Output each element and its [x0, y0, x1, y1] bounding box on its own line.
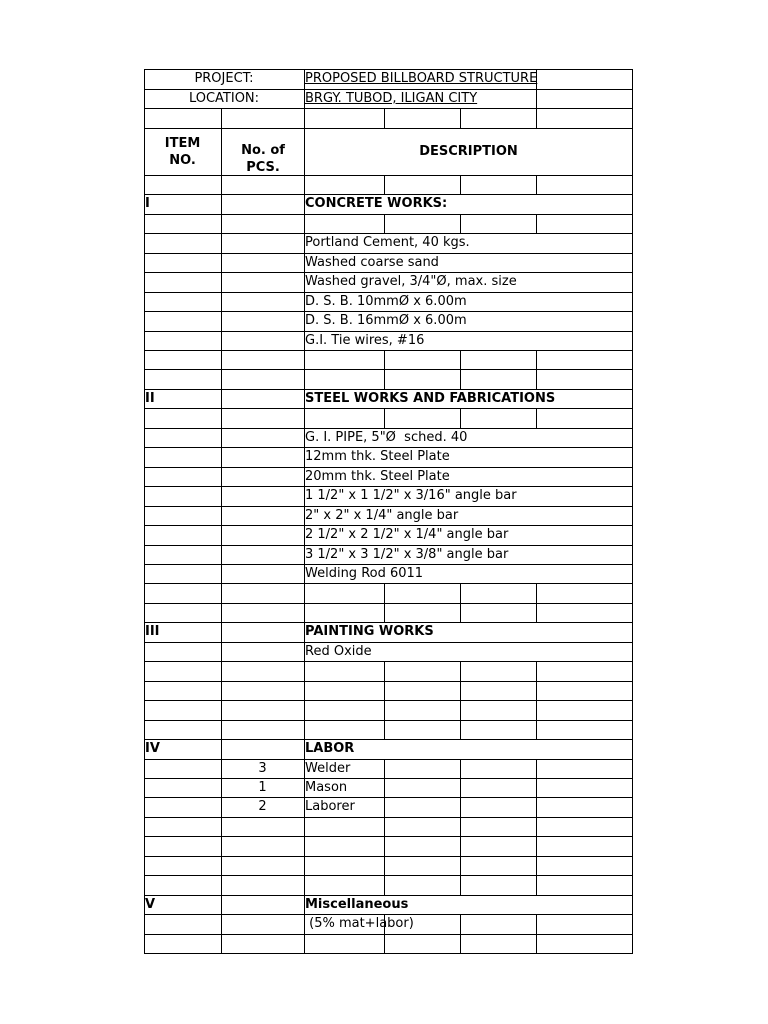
description-cell: (5% mat+labor): [305, 916, 414, 931]
grid-line: [536, 408, 537, 429]
grid-line: [384, 817, 385, 837]
project-value: PROPOSED BILLBOARD STRUCTURE: [305, 71, 538, 86]
grid-line: [460, 759, 461, 779]
grid-line: [144, 583, 633, 584]
grid-line: [144, 603, 633, 604]
description-cell: 20mm thk. Steel Plate: [305, 469, 450, 484]
grid-line: [536, 661, 537, 682]
grid-line: [144, 108, 633, 109]
grid-line: [144, 681, 633, 682]
grid-line: [384, 408, 385, 429]
grid-line: [460, 214, 461, 234]
description-cell: D. S. B. 10mmØ x 6.00m: [305, 294, 467, 309]
location-value: BRGY. TUBOD, ILIGAN CITY: [305, 91, 478, 106]
grid-line: [144, 720, 633, 721]
description-cell: 2" x 2" x 1/4" angle bar: [305, 508, 459, 523]
grid-line: [144, 875, 633, 876]
grid-line: [384, 214, 385, 234]
grid-line: [536, 175, 537, 195]
description-cell: Miscellaneous: [305, 897, 409, 912]
grid-line: [384, 350, 385, 370]
grid-line: [144, 739, 633, 740]
item-number-cell: III: [145, 624, 160, 639]
grid-line: [460, 817, 461, 837]
project-label: PROJECT:: [194, 71, 254, 86]
grid-line: [536, 856, 537, 876]
grid-line: [384, 856, 385, 876]
description-cell: D. S. B. 16mmØ x 6.00m: [305, 313, 467, 328]
grid-line: [536, 875, 537, 896]
description-cell: Welding Rod 6011: [305, 566, 424, 581]
grid-line: [460, 408, 461, 429]
description-cell: Red Oxide: [305, 644, 372, 659]
description-cell: 1 1/2" x 1 1/2" x 3/16" angle bar: [305, 488, 517, 503]
grid-line: [460, 934, 461, 954]
grid-line: [460, 720, 461, 740]
item-number-cell: I: [145, 196, 150, 211]
description-cell: 12mm thk. Steel Plate: [305, 449, 450, 464]
grid-line: [384, 778, 385, 798]
grid-line: [144, 642, 633, 643]
grid-line: [536, 350, 537, 370]
description-cell: STEEL WORKS AND FABRICATIONS: [305, 391, 556, 406]
grid-line: [460, 875, 461, 896]
grid-line: [536, 817, 537, 837]
grid-line: [460, 583, 461, 604]
grid-line: [144, 797, 633, 798]
grid-line: [144, 128, 633, 129]
grid-line: [144, 700, 633, 701]
item-number-cell: IV: [145, 741, 160, 756]
grid-line: [536, 759, 537, 779]
grid-line: [144, 408, 633, 409]
grid-line: [144, 953, 633, 954]
description-cell: Laborer: [305, 799, 355, 814]
description-cell: LABOR: [305, 741, 355, 756]
grid-line: [384, 934, 385, 954]
grid-line: [536, 583, 537, 604]
grid-line: [460, 700, 461, 721]
grid-line: [460, 914, 461, 935]
grid-line: [384, 836, 385, 857]
description-cell: Portland Cement, 40 kgs.: [305, 235, 470, 250]
grid-line: [384, 661, 385, 682]
grid-line: [460, 856, 461, 876]
grid-line: [536, 797, 537, 818]
grid-line: [460, 108, 461, 129]
grid-line: [384, 700, 385, 721]
grid-line: [384, 720, 385, 740]
grid-line: [460, 797, 461, 818]
grid-line: [144, 934, 633, 935]
description-cell: PAINTING WORKS: [305, 624, 434, 639]
grid-line: [144, 350, 633, 351]
grid-line: [221, 108, 222, 954]
location-label: LOCATION:: [188, 91, 260, 106]
column-header-item-no: ITEM NO.: [164, 136, 201, 168]
description-cell: Washed coarse sand: [305, 255, 439, 270]
description-cell: Mason: [305, 780, 348, 795]
pieces-cell: 3: [258, 761, 267, 776]
column-header-no-of-pcs: No. of PCS.: [241, 143, 285, 175]
grid-line: [144, 817, 633, 818]
grid-line: [460, 681, 461, 701]
grid-line: [536, 700, 537, 721]
pieces-cell: 2: [258, 799, 267, 814]
grid-line: [384, 759, 385, 779]
grid-line: [384, 603, 385, 623]
grid-line: [632, 69, 633, 954]
description-cell: Welder: [305, 761, 351, 776]
grid-line: [460, 778, 461, 798]
grid-line: [536, 914, 537, 935]
grid-line: [536, 214, 537, 234]
grid-line: [384, 583, 385, 604]
grid-line: [536, 934, 537, 954]
grid-line: [536, 603, 537, 623]
grid-line: [384, 681, 385, 701]
grid-line: [144, 175, 633, 176]
grid-line: [460, 603, 461, 623]
grid-line: [460, 370, 461, 390]
grid-line: [460, 836, 461, 857]
grid-line: [460, 350, 461, 370]
grid-line: [384, 108, 385, 129]
grid-line: [144, 661, 633, 662]
item-number-cell: V: [145, 897, 156, 912]
description-cell: 2 1/2" x 2 1/2" x 1/4" angle bar: [305, 527, 509, 542]
description-cell: Washed gravel, 3/4"Ø, max. size: [305, 274, 517, 289]
grid-line: [536, 836, 537, 857]
grid-line: [384, 797, 385, 818]
grid-line: [384, 875, 385, 896]
grid-line: [536, 778, 537, 798]
item-number-cell: II: [145, 391, 155, 406]
grid-line: [460, 661, 461, 682]
grid-line: [144, 759, 633, 760]
grid-line: [384, 370, 385, 390]
grid-line: [384, 175, 385, 195]
description-cell: CONCRETE WORKS:: [305, 196, 448, 211]
column-header-description: DESCRIPTION: [419, 144, 518, 159]
grid-line: [144, 214, 633, 215]
grid-line: [144, 836, 633, 837]
description-cell: G. I. PIPE, 5"Ø sched. 40: [305, 430, 468, 445]
grid-line: [536, 108, 537, 129]
description-cell: G.I. Tie wires, #16: [305, 333, 425, 348]
grid-line: [144, 856, 633, 857]
grid-line: [536, 681, 537, 701]
pieces-cell: 1: [258, 780, 267, 795]
grid-line: [460, 175, 461, 195]
grid-line: [536, 720, 537, 740]
description-cell: 3 1/2" x 3 1/2" x 3/8" angle bar: [305, 547, 509, 562]
grid-line: [144, 778, 633, 779]
grid-line: [144, 369, 633, 370]
grid-line: [536, 370, 537, 390]
